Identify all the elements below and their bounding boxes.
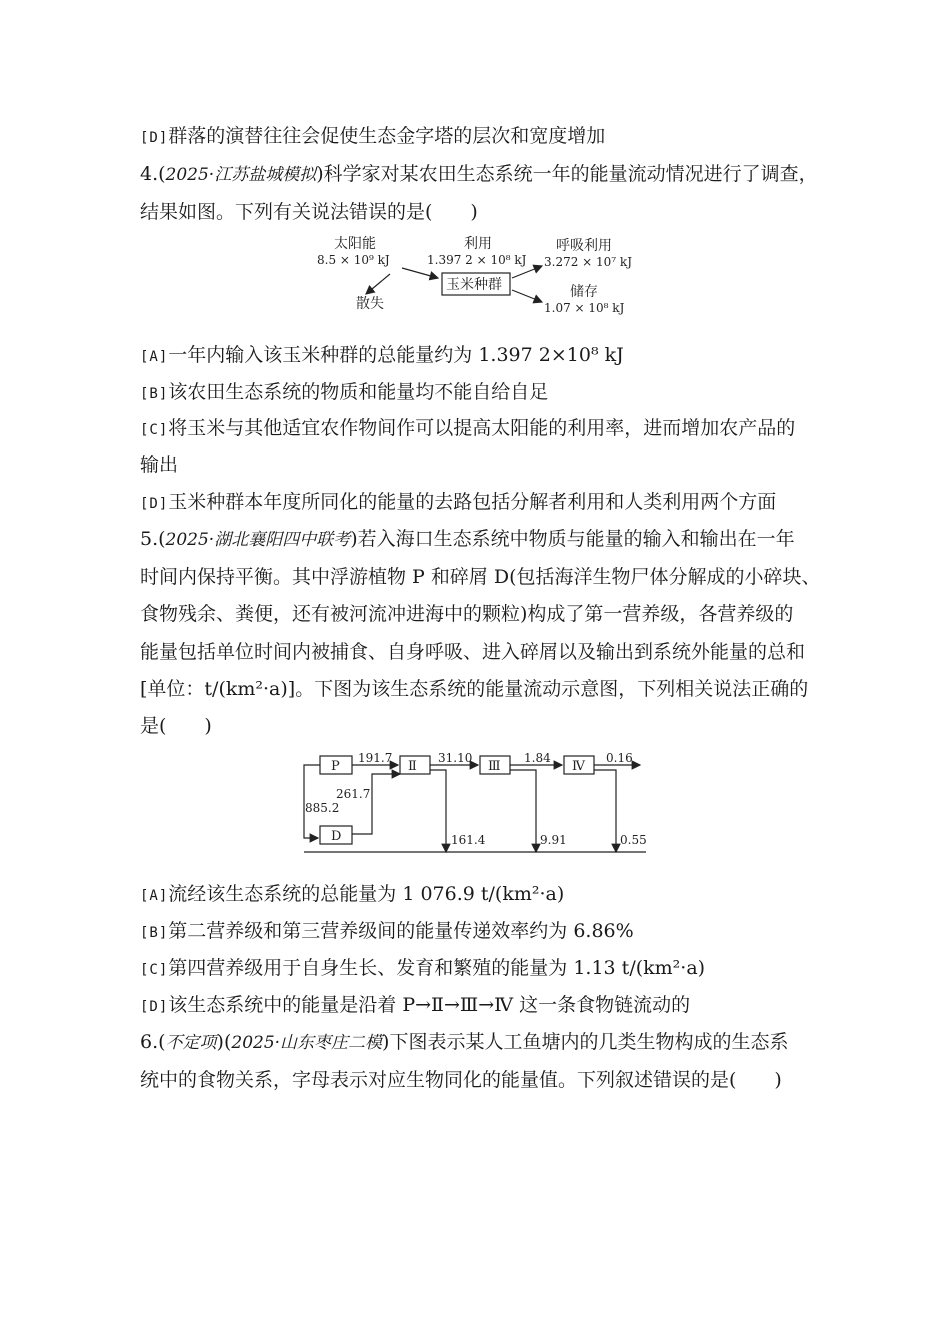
option-tag: [A]	[140, 349, 169, 365]
option-tag: [B]	[140, 925, 169, 941]
question-type: 不定项	[165, 1033, 217, 1053]
arrow-4-down	[594, 770, 616, 852]
paren: )(	[216, 1031, 232, 1053]
loss-arrow	[366, 274, 390, 294]
option-text: 第四营养级用于自身生长、发育和繁殖的能量为 1.13 t/(km²·a)	[168, 957, 706, 979]
box-3-label: Ⅲ	[488, 759, 501, 774]
q5-energy-flow-figure	[296, 748, 666, 860]
box-4-label: Ⅳ	[572, 759, 585, 774]
store-arrow	[512, 290, 542, 302]
resp-label: 呼吸利用	[556, 238, 612, 254]
box-d-label: D	[331, 829, 342, 844]
option-tag: [B]	[140, 386, 169, 402]
q5-option-d	[140, 993, 690, 1019]
q5-option-c	[140, 956, 705, 982]
option-text: 该农田生态系统的物质和能量均不能自给自足	[168, 381, 549, 403]
q5-stem-line1	[140, 527, 795, 552]
option-text: 将玉米与其他适宜农作物间作可以提高太阳能的利用率，进而增加农产品的	[168, 417, 796, 439]
value-2-down: 161.4	[451, 833, 486, 847]
resp-value: 3.272 × 10⁷ kJ	[544, 255, 633, 269]
q5-option-b	[140, 919, 634, 945]
question-number: 5.(	[140, 528, 166, 550]
q4-energy-flow-figure	[300, 232, 660, 324]
option-tag: [C]	[140, 422, 169, 438]
question-source: 2025·山东枣庄二模	[231, 1033, 383, 1053]
option-text: 该生态系统中的能量是沿着 P→Ⅱ→Ⅲ→Ⅳ 这一条食物链流动的	[168, 994, 691, 1016]
q4-stem-line1	[140, 162, 818, 187]
q4-option-a	[140, 343, 624, 369]
value-2-3: 31.10	[438, 751, 473, 765]
value-3-4: 1.84	[524, 751, 551, 765]
option-tag: [D]	[140, 999, 169, 1015]
option-text: 群落的演替往往会促使生态金字塔的层次和宽度增加	[168, 125, 606, 147]
question-number: 4.(	[140, 163, 166, 185]
q4-stem-line2: 结果如图。下列有关说法错误的是( )	[140, 201, 478, 223]
option-text: 玉米种群本年度所同化的能量的去路包括分解者利用和人类利用两个方面	[168, 491, 777, 513]
q4-option-c	[140, 416, 795, 442]
arrow-3-down	[510, 770, 536, 852]
option-text: 一年内输入该玉米种群的总能量约为 1.397 2×10⁸ kJ	[168, 344, 624, 366]
stem-text: )若入海口生态系统中物质与能量的输入和输出在一年	[350, 528, 795, 550]
option-text: 第二营养级和第三营养级间的能量传递效率约为 6.86%	[168, 920, 634, 942]
value-p-2: 191.7	[358, 751, 393, 765]
value-4-down: 0.55	[620, 833, 647, 847]
q5-stem-line4: 能量包括单位时间内被捕食、自身呼吸、进入碎屑以及输出到系统外能量的总和	[140, 641, 806, 663]
store-label: 储存	[570, 284, 598, 300]
question-source: 2025·湖北襄阳四中联考	[165, 530, 351, 550]
q5-option-a	[140, 882, 564, 908]
sun-value: 8.5 × 10⁹ kJ	[317, 253, 390, 267]
box-2-label: Ⅱ	[408, 759, 417, 774]
q5-stem-line5: [单位：t/(km²·a)]。下图为该生态系统的能量流动示意图，下列相关说法正确的	[140, 678, 809, 700]
arrow-d-2	[352, 774, 400, 834]
resp-arrow	[512, 266, 542, 278]
sun-label: 太阳能	[334, 236, 376, 252]
store-value: 1.07 × 10⁸ kJ	[544, 301, 625, 315]
q3-option-d	[140, 124, 605, 150]
use-label: 利用	[464, 236, 492, 252]
q6-stem-line2: 统中的食物关系，字母表示对应生物同化的能量值。下列叙述错误的是( )	[140, 1069, 782, 1091]
option-tag: [D]	[140, 496, 169, 512]
option-tag: [D]	[140, 130, 169, 146]
q5-stem-line2: 时间内保持平衡。其中浮游植物 P 和碎屑 D(包括海洋生物尸体分解成的小碎块、	[140, 566, 821, 588]
q4-option-b	[140, 380, 548, 406]
q5-stem-line3: 食物残余、粪便，还有被河流冲进海中的颗粒)构成了第一营养级，各营养级的	[140, 603, 794, 625]
q6-stem-line1	[140, 1030, 788, 1055]
question-number: 6.(	[140, 1031, 166, 1053]
value-d-2: 261.7	[336, 787, 371, 801]
stem-text: )科学家对某农田生态系统一年的能量流动情况进行了调查，	[316, 163, 818, 185]
box-p-label: P	[331, 759, 340, 774]
value-3-down: 9.91	[540, 833, 567, 847]
value-4-out: 0.16	[606, 751, 633, 765]
q4-option-d	[140, 490, 776, 516]
q5-stem-line6: 是( )	[140, 715, 212, 737]
use-arrow	[402, 268, 438, 278]
use-value: 1.397 2 × 10⁸ kJ	[427, 253, 527, 267]
arrow-2-down	[430, 770, 446, 852]
option-text: 流经该生态系统的总能量为 1 076.9 t/(km²·a)	[168, 883, 565, 905]
option-tag: [C]	[140, 962, 169, 978]
q4-option-c-cont: 输出	[140, 454, 179, 476]
corn-box-label: 玉米种群	[446, 277, 502, 293]
question-source: 2025·江苏盐城模拟	[165, 165, 317, 185]
value-d-p: 885.2	[305, 801, 340, 815]
stem-text: )下图表示某人工鱼塘内的几类生物构成的生态系	[382, 1031, 789, 1053]
option-tag: [A]	[140, 888, 169, 904]
loss-label: 散失	[356, 296, 384, 312]
